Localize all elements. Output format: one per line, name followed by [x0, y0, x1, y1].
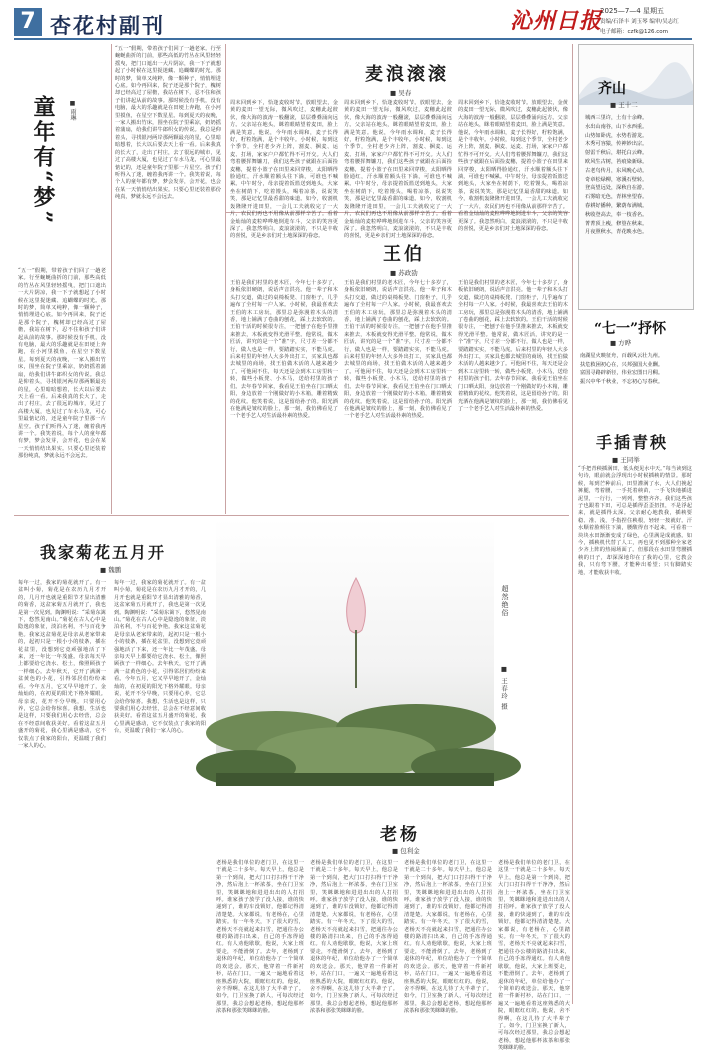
column-divider [111, 44, 112, 514]
lotus-photo [216, 518, 494, 786]
article-body-wangbo-2: 王伯是我们村里的老木匠，今年七十多岁了，身板依旧硬朗，说话声音洪亮。他一辈子和木头打交道，做过的桌椅板凳、门窗柜子，几乎遍布了全村每一户人家。小时候，我最喜欢去王伯的木工房玩，那里总是弥漫着木头的清香，地上铺满了卷曲的刨花，踩上去软软的。王伯干活的时候很专注，一把刨子在他手里推来推去，木板就变得光滑平整。他常说，做木匠活，讲究的是一个“准”字，尺寸差一分都不行，做人也是一样，要踏踏实实，不能马虎。后来村里的年轻人大多外出打工，买家具也都去城里的商场，找王伯做木活的人越来越少了。可他闲不住，每天还是会到木工房里转一转，做些小板凳、小木马，送给村里的孩子们。去年春节回家，我看见王伯坐在门口晒太阳，身边放着一个刚做好的小木箱，雕着精致的花纹。他笑着说，这是留给孙子的。阳光洒在他满是皱纹的脸上，那一刻，我仿佛看见了一个老手艺人对生活最朴素的热爱。 [344, 280, 452, 420]
poem-line: 水出山南谷，山下水西重。 [585, 123, 648, 130]
editors-line: 责编/石泽丰 刘玉琴 编审/吴志红 [600, 19, 679, 25]
poem-title-qiyi: “七一”抒怀 [594, 321, 667, 337]
article-title-mailang: 麦浪滚滚 [365, 64, 449, 85]
poem-line: 欧风生古树，苔痕染新绿。 [585, 158, 648, 165]
column-divider [572, 44, 573, 1004]
page-number-badge: 7 [14, 8, 42, 36]
article-body-laoyang-3: 老杨是我们单位的老门卫，在这里一干就是二十多年。每天早上，他总是第一个到岗，把大门口打扫得干干净净，然后泡上一杯浓茶，坐在门卫室里，笑眯眯地和进进出出的人打招呼。谁家孩子放学了没人接，谁的快递到了，谁的车没锁好，他都记得清清楚楚。大家都说，有老杨在，心里踏实。有一年冬天，下了很大的雪，老杨天不亮就起来扫雪，把通往办公楼的路清扫出来，自己的手冻得通红。有人劝他歇歇，他说，大家上班要走，不能滑倒了。去年，老杨到了退休的年纪，单位给他办了一个简单的欢送会。那天，他穿着一件新衬衫，站在门口，一遍又一遍地看着这座熟悉的大院，眼眶红红的。他说，舍不得啊，在这儿待了大半辈子了。如今，门卫室换了新人，可每次经过那里，我总会想起老杨，想起他那杯浓茶和那张笑眯眯的脸。 [404, 860, 492, 1015]
poem-line: 扶危救困初心在，兴邦强国大业酬。 [580, 361, 664, 368]
article-author-laoyang: ■ 包利金 [392, 847, 420, 855]
poem-line: 登高望远处，深秋自在游。 [585, 185, 648, 192]
poem-line: 南湖星火映征舟，百载风云壮九州。 [580, 353, 664, 359]
mountain-decoration-icon [579, 45, 693, 105]
photo-credit: ■ 王春玲 摄 [500, 665, 508, 711]
poem-author-qishan: ■ 王十二 [610, 101, 638, 109]
poem-line: 月夜照秋水，青花映水色。 [585, 229, 648, 236]
poem-line: 射雷千秋后，堪托白云峰。 [585, 150, 648, 157]
photo-caption: 超然绝俗 [501, 585, 509, 617]
poem-line: 城西三里许，土有十余峰。 [585, 115, 648, 121]
article-body-mailang-1: 周末回到乡下，恰逢麦收时节。放眼望去，金黄的麦田一望无际，微风吹过，麦穗此起彼伏，像大海的波涛一般翻滚，层层叠叠涌向远方。父亲站在地头，眯着眼睛望着麦田，脸上满是笑意。他说，今年雨水调和，麦子长得好，籽粒饱满，是个丰收年。小时候，每到这个季节，全村老少齐上阵，割麦、捆麦、运麦、打场，家家户户都忙得不可开交。大人们弯着腰挥舞镰刀，我们这些孩子就跟在后面捡麦穗，提着小篮子在田里来回穿梭，太阳晒得脸通红，汗水顺着额头往下淌，可谁也不喊累。中午时分，母亲提着饭篮送到地头，大家坐在树荫下，吃着馒头，喝着凉茶，说说笑笑，那是记忆里最香甜的味道。如今，收割机轰隆隆开进田里，一会儿工夫就收完了一大片，农民们再也不用像从前那样辛苦了。看着金灿灿的麦粒哗哗地倒进车斗，父亲的笑容更深了。我忽然明白，麦浪滚滚的，不只是丰收的喜悦，更是乡亲们对土地深深的眷恋。 [230, 100, 338, 240]
article-body-mailang-2: 周末回到乡下，恰逢麦收时节。放眼望去，金黄的麦田一望无际，微风吹过，麦穗此起彼伏，像大海的波涛一般翻滚，层层叠叠涌向远方。父亲站在地头，眯着眼睛望着麦田，脸上满是笑意。他说，今年雨水调和，麦子长得好，籽粒饱满，是个丰收年。小时候，每到这个季节，全村老少齐上阵，割麦、捆麦、运麦、打场，家家户户都忙得不可开交。大人们弯着腰挥舞镰刀，我们这些孩子就跟在后面捡麦穗，提着小篮子在田里来回穿梭，太阳晒得脸通红，汗水顺着额头往下淌，可谁也不喊累。中午时分，母亲提着饭篮送到地头，大家坐在树荫下，吃着馒头，喝着凉茶，说说笑笑，那是记忆里最香甜的味道。如今，收割机轰隆隆开进田里，一会儿工夫就收完了一大片，农民们再也不用像从前那样辛苦了。看着金灿灿的麦粒哗哗地倒进车斗，父亲的笑容更深了。我忽然明白，麦浪滚滚的，不只是丰收的喜悦，更是乡亲们对土地深深的眷恋。 [344, 100, 452, 240]
poem-line: 振兴中华千秋业，不忘初心写春秋。 [580, 378, 664, 385]
article-author-mailang: ■ 吴春 [390, 89, 412, 97]
poem-line: 木秀可容猿，传神妙出宗。 [585, 141, 648, 148]
poem-line: 秋收登高去，奉一枝香名。 [585, 211, 648, 218]
article-body-laoyang-4: 老杨是我们单位的老门卫，在这里一干就是二十多年。每天早上，他总是第一个到岗，把大门口打扫得干干净净，然后泡上一杯浓茶，坐在门卫室里，笑眯眯地和进进出出的人打招呼。谁家孩子放学了没人接，谁的快递到了，谁的车没锁好，他都记得清清楚楚。大家都说，有老杨在，心里踏实。有一年冬天，下了很大的雪，老杨天不亮就起来扫雪，把通往办公楼的路清扫出来，自己的手冻得通红。有人劝他歇歇，他说，大家上班要走，不能滑倒了。去年，老杨到了退休的年纪，单位给他办了一个简单的欢送会。那天，他穿着一件新衬衫，站在门口，一遍又一遍地看着这座熟悉的大院，眼眶红红的。他说，舍不得啊，在这儿待了大半辈子了。如今，门卫室换了新人，可每次经过那里，我总会想起老杨，想起他那杯浓茶和那张笑眯眯的脸。 [498, 860, 570, 1052]
article-body-tongnian: “五一”假期，带着孩子们回了一趟老家。行至蜿蜒曲折的门前，那些高低的竹丛在风里轻轻摇曳，把门口遮出一大片阴凉，我一下子就想起了小时候在这里捉迷藏、追蝴蝶的时光。那时的梦，简单又纯粹，像一颗种子，悄悄埋进心底。如今再回来，院子还是那个院子，槐树却已经高过了屋檐，我站在树下，忍不住和孩子们讲起从前的故事。那时候没有手机，没有电脑，最大的乐趣就是在田埂上奔跑，在小河里摸鱼，在星空下数星星。每到夏天的夜晚，一家人搬出竹床，围坐在院子里乘凉，奶奶摇着蒲扇，给我们讲牛郎织女的传说。我总是仰着头，寻找银河两岸那两颗最亮的星，心里暗暗想着，长大以后要去天上看一看。后来我真的长大了，走出了村庄，去了很远的城市，见过了高楼大厦，也见过了车水马龙，可心里最惦记的，还是童年院子里那一片星空。孩子们听得入了迷，缠着我再讲一个。我笑着说，每个人的童年都有梦，梦会发芽，会开花，也会在某一天悄悄结出果实。只要心里还装着那份纯真，梦就永远不会远去。 [18, 268, 106, 460]
article-title-laoyang: 老杨 [380, 825, 420, 845]
poem-line: 石雾暗无色，青林坐望春。 [585, 194, 648, 201]
article-author-juhua: ■ 魏鹏 [100, 566, 122, 574]
lotus-image [216, 518, 494, 786]
article-author-shouxie: ■ 王同举 [612, 456, 640, 464]
article-body-mailang-3: 周末回到乡下，恰逢麦收时节。放眼望去，金黄的麦田一望无际，微风吹过，麦穗此起彼伏，像大海的波涛一般翻滚，层层叠叠涌向远方。父亲站在地头，眯着眼睛望着麦田，脸上满是笑意。他说，今年雨水调和，麦子长得好，籽粒饱满，是个丰收年。小时候，每到这个季节，全村老少齐上阵，割麦、捆麦、运麦、打场，家家户户都忙得不可开交。大人们弯着腰挥舞镰刀，我们这些孩子就跟在后面捡麦穗，提着小篮子在田里来回穿梭，太阳晒得脸通红，汗水顺着额头往下淌，可谁也不喊累。中午时分，母亲提着饭篮送到地头，大家坐在树荫下，吃着馒头，喝着凉茶，说说笑笑，那是记忆里最香甜的味道。如今，收割机轰隆隆开进田里，一会儿工夫就收完了一大片，农民们再也不用像从前那样辛苦了。看着金灿灿的麦粒哗哗地倒进车斗，父亲的笑容更深了。我忽然明白，麦浪滚滚的，不只是丰收的喜悦，更是乡亲们对土地深深的眷恋。 [458, 100, 568, 232]
poem-author-qiyi: ■ 方晔 [610, 339, 632, 347]
article-body-laoyang-1: 老杨是我们单位的老门卫，在这里一干就是二十多年。每天早上，他总是第一个到岗，把大门口打扫得干干净净，然后泡上一杯浓茶，坐在门卫室里，笑眯眯地和进进出出的人打招呼。谁家孩子放学了没人接，谁的快递到了，谁的车没锁好，他都记得清清楚楚。大家都说，有老杨在，心里踏实。有一年冬天，下了很大的雪，老杨天不亮就起来扫雪，把通往办公楼的路清扫出来，自己的手冻得通红。有人劝他歇歇，他说，大家上班要走，不能滑倒了。去年，老杨到了退休的年纪，单位给他办了一个简单的欢送会。那天，他穿着一件新衬衫，站在门口，一遍又一遍地看着这座熟悉的大院，眼眶红红的。他说，舍不得啊，在这儿待了大半辈子了。如今，门卫室换了新人，可每次经过那里，我总会想起老杨，想起他那杯浓茶和那张笑眯眯的脸。 [216, 860, 304, 1015]
article-body-wangbo-1: 王伯是我们村里的老木匠，今年七十多岁了，身板依旧硬朗，说话声音洪亮。他一辈子和木头打交道，做过的桌椅板凳、门窗柜子，几乎遍布了全村每一户人家。小时候，我最喜欢去王伯的木工房玩，那里总是弥漫着木头的清香，地上铺满了卷曲的刨花，踩上去软软的。王伯干活的时候很专注，一把刨子在他手里推来推去，木板就变得光滑平整。他常说，做木匠活，讲究的是一个“准”字，尺寸差一分都不行，做人也是一样，要踏踏实实，不能马虎。后来村里的年轻人大多外出打工，买家具也都去城里的商场，找王伯做木活的人越来越少了。可他闲不住，每天还是会到木工房里转一转，做些小板凳、小木马，送给村里的孩子们。去年春节回家，我看见王伯坐在门口晒太阳，身边放着一个刚做好的小木箱，雕着精致的花纹。他笑着说，这是留给孙子的。阳光洒在他满是皱纹的脸上，那一刻，我仿佛看见了一个老手艺人对生活最朴素的热爱。 [230, 280, 338, 420]
poem-lines-qishan [585, 114, 687, 237]
poem-line: 富国寻路辟新径，伟业宏图日月稠。 [580, 370, 664, 377]
article-title-tongnian: 童年有“梦” [30, 95, 56, 227]
section-title: 杏花村副刊 [50, 13, 165, 38]
poem-line: 山势如卧虎，水势若游龙。 [585, 132, 648, 139]
article-author-tongnian: ■ 雨琳 [69, 100, 76, 121]
article-body-juhua-2: 每年一过，我家的菊花就开了。有一盆叫小菊，菊花是在农历九月才开的，几月开也就是重阳节才显出清雅的菊香，这盆家菊五月就开了，我也是第一次见到。陶渊明说：“采菊东篱下，悠然见南山。”菊花在古人心中是隐逸的象征，淡泊名利，不与百花争艳。我家这盆菊花是母亲从老家带来的，起初只是一根小小的枝条，插在花盆里，没想到它竟顽强地活了下来，还一年比一年茂盛。母亲每天早上都要给它浇水、松土，像照顾孩子一样细心。去年秋天，它开了满满一盆黄色的小花，引得邻居们纷纷来看。今年五月，它又早早地开了，金灿灿的，在初夏的阳光下格外耀眼。母亲说，花开不分早晚，只要用心养，它总会给你惊喜。我想，生活也是这样，只要我们用心去经营，总会在不经意间收获美好。看着这盆五月盛开的菊花，我心里满是感动，它不仅装点了我家的阳台，更温暖了我们一家人的心。 [114, 580, 206, 735]
email-line: 电子邮箱：czfk@126.com [600, 29, 669, 35]
poem-title-qishan: 齐山 [598, 81, 626, 97]
article-author-wangbo: ■ 苏政劭 [390, 269, 418, 277]
newspaper-logo: 沁州日报 [510, 8, 603, 34]
poem-line: 古老鸟传月，东风晚心动。 [585, 167, 648, 174]
poem-lines-qiyi [580, 352, 690, 386]
poem-line: 奇章松绿柳，寒溪石壁转。 [585, 176, 648, 183]
poem-line: 菁菁顶上瘦，修篁在秋来。 [585, 220, 648, 227]
article-title-shouxie: 手插青秧 [596, 433, 669, 452]
section-divider [14, 515, 569, 516]
article-title-juhua: 我家菊花五月开 [40, 543, 167, 562]
masthead-rule [14, 38, 692, 40]
article-body-wangbo-3: 王伯是我们村里的老木匠，今年七十多岁了，身板依旧硬朗，说话声音洪亮。他一辈子和木头打交道，做过的桌椅板凳、门窗柜子，几乎遍布了全村每一户人家。小时候，我最喜欢去王伯的木工房玩，那里总是弥漫着木头的清香，地上铺满了卷曲的刨花，踩上去软软的。王伯干活的时候很专注，一把刨子在他手里推来推去，木板就变得光滑平整。他常说，做木匠活，讲究的是一个“准”字，尺寸差一分都不行，做人也是一样，要踏踏实实，不能马虎。后来村里的年轻人大多外出打工，买家具也都去城里的商场，找王伯做木活的人越来越少了。可他闲不住，每天还是会到木工房里转一转，做些小板凳、小木马，送给村里的孩子们。去年春节回家，我看见王伯坐在门口晒太阳，身边放着一个刚做好的小木箱，雕着精致的花纹。他笑着说，这是留给孙子的。阳光洒在他满是皱纹的脸上，那一刻，我仿佛看见了一个老手艺人对生活最朴素的热爱。 [458, 280, 568, 412]
article-title-wangbo: 王伯 [383, 244, 425, 265]
article-body-juhua-1: 每年一过，我家的菊花就开了。有一盆叫小菊，菊花是在农历九月才开的，几月开也就是重阳节才显出清雅的菊香，这盆家菊五月就开了，我也是第一次见到。陶渊明说：“采菊东篱下，悠然见南山。”菊花在古人心中是隐逸的象征，淡泊名利，不与百花争艳。我家这盆菊花是母亲从老家带来的，起初只是一根小小的枝条，插在花盆里，没想到它竟顽强地活了下来，还一年比一年茂盛。母亲每天早上都要给它浇水、松土，像照顾孩子一样细心。去年秋天，它开了满满一盆黄色的小花，引得邻居们纷纷来看。今年五月，它又早早地开了，金灿灿的，在初夏的阳光下格外耀眼。母亲说，花开不分早晚，只要用心养，它总会给你惊喜。我想，生活也是这样，只要我们用心去经营，总会在不经意间收获美好。看着这盆五月盛开的菊花，我心里满是感动，它不仅装点了我家的阳台，更温暖了我们一家人的心。 [18, 580, 106, 749]
column-divider [225, 44, 226, 514]
article-body-tongnian-cont: “五一”假期，带着孩子们回了一趟老家。行至蜿蜒曲折的门前，那些高低的竹丛在风里轻轻摇曳，把门口遮出一大片阴凉，我一下子就想起了小时候在这里捉迷藏、追蝴蝶的时光。那时的梦，简单又纯粹，像一颗种子，悄悄埋进心底。如今再回来，院子还是那个院子，槐树却已经高过了屋檐，我站在树下，忍不住和孩子们讲起从前的故事。那时候没有手机，没有电脑，最大的乐趣就是在田埂上奔跑，在小河里摸鱼，在星空下数星星。每到夏天的夜晚，一家人搬出竹床，围坐在院子里乘凉，奶奶摇着蒲扇，给我们讲牛郎织女的传说。我总是仰着头，寻找银河两岸那两颗最亮的星，心里暗暗想着，长大以后要去天上看一看。后来我真的长大了，走出了村庄，去了很远的城市，见过了高楼大厦，也见过了车水马龙，可心里最惦记的，还是童年院子里那一片星空。孩子们听得入了迷，缠着我再讲一个。我笑着说，每个人的童年都有梦，梦会发芽，会开花，也会在某一天悄悄结出果实。只要心里还装着那份纯真，梦就永远不会远去。 [115, 46, 221, 201]
issue-date: 2025—7—4 星期五 [600, 7, 664, 15]
article-body-shouxie: “手把青秧插满田，低头便见水中天。”每当读到这句诗，眼前就会浮现出小时候插秧的情景。那时候，每到芒种前后，田里灌满了水，大人们挽起裤腿，弯着腰，一手托着秧苗，一手飞快地插进泥里，一行行，一列列，整整齐齐。我们这些孩子也跟着下田，可总是插得歪歪扭扭，不是浮起来，就是插得太深。父亲耐心地教我，插秧要稳、准、浅，手指捏住秧根，轻轻一按就好。汗水顺着脸颊往下淌，腰酸得直不起来，可看着一块块水田渐渐变成了绿色，心里满是成就感。如今，插秧机代替了人工，再也见不到那种全家老少齐上阵的热闹场面了。但那段在水田里弯腰插秧的日子，却深深地印在了我的心里，它教会我，只有弯下腰，才能种出希望；只有脚踏实地，才能收获丰收。 [578, 466, 692, 576]
poem-line: 春耕好播种，繁荫布满城。 [585, 202, 648, 209]
article-body-laoyang-2: 老杨是我们单位的老门卫，在这里一干就是二十多年。每天早上，他总是第一个到岗，把大门口打扫得干干净净，然后泡上一杯浓茶，坐在门卫室里，笑眯眯地和进进出出的人打招呼。谁家孩子放学了没人接，谁的快递到了，谁的车没锁好，他都记得清清楚楚。大家都说，有老杨在，心里踏实。有一年冬天，下了很大的雪，老杨天不亮就起来扫雪，把通往办公楼的路清扫出来，自己的手冻得通红。有人劝他歇歇，他说，大家上班要走，不能滑倒了。去年，老杨到了退休的年纪，单位给他办了一个简单的欢送会。那天，他穿着一件新衬衫，站在门口，一遍又一遍地看着这座熟悉的大院，眼眶红红的。他说，舍不得啊，在这儿待了大半辈子了。如今，门卫室换了新人，可每次经过那里，我总会想起老杨，想起他那杯浓茶和那张笑眯眯的脸。 [310, 860, 398, 1015]
